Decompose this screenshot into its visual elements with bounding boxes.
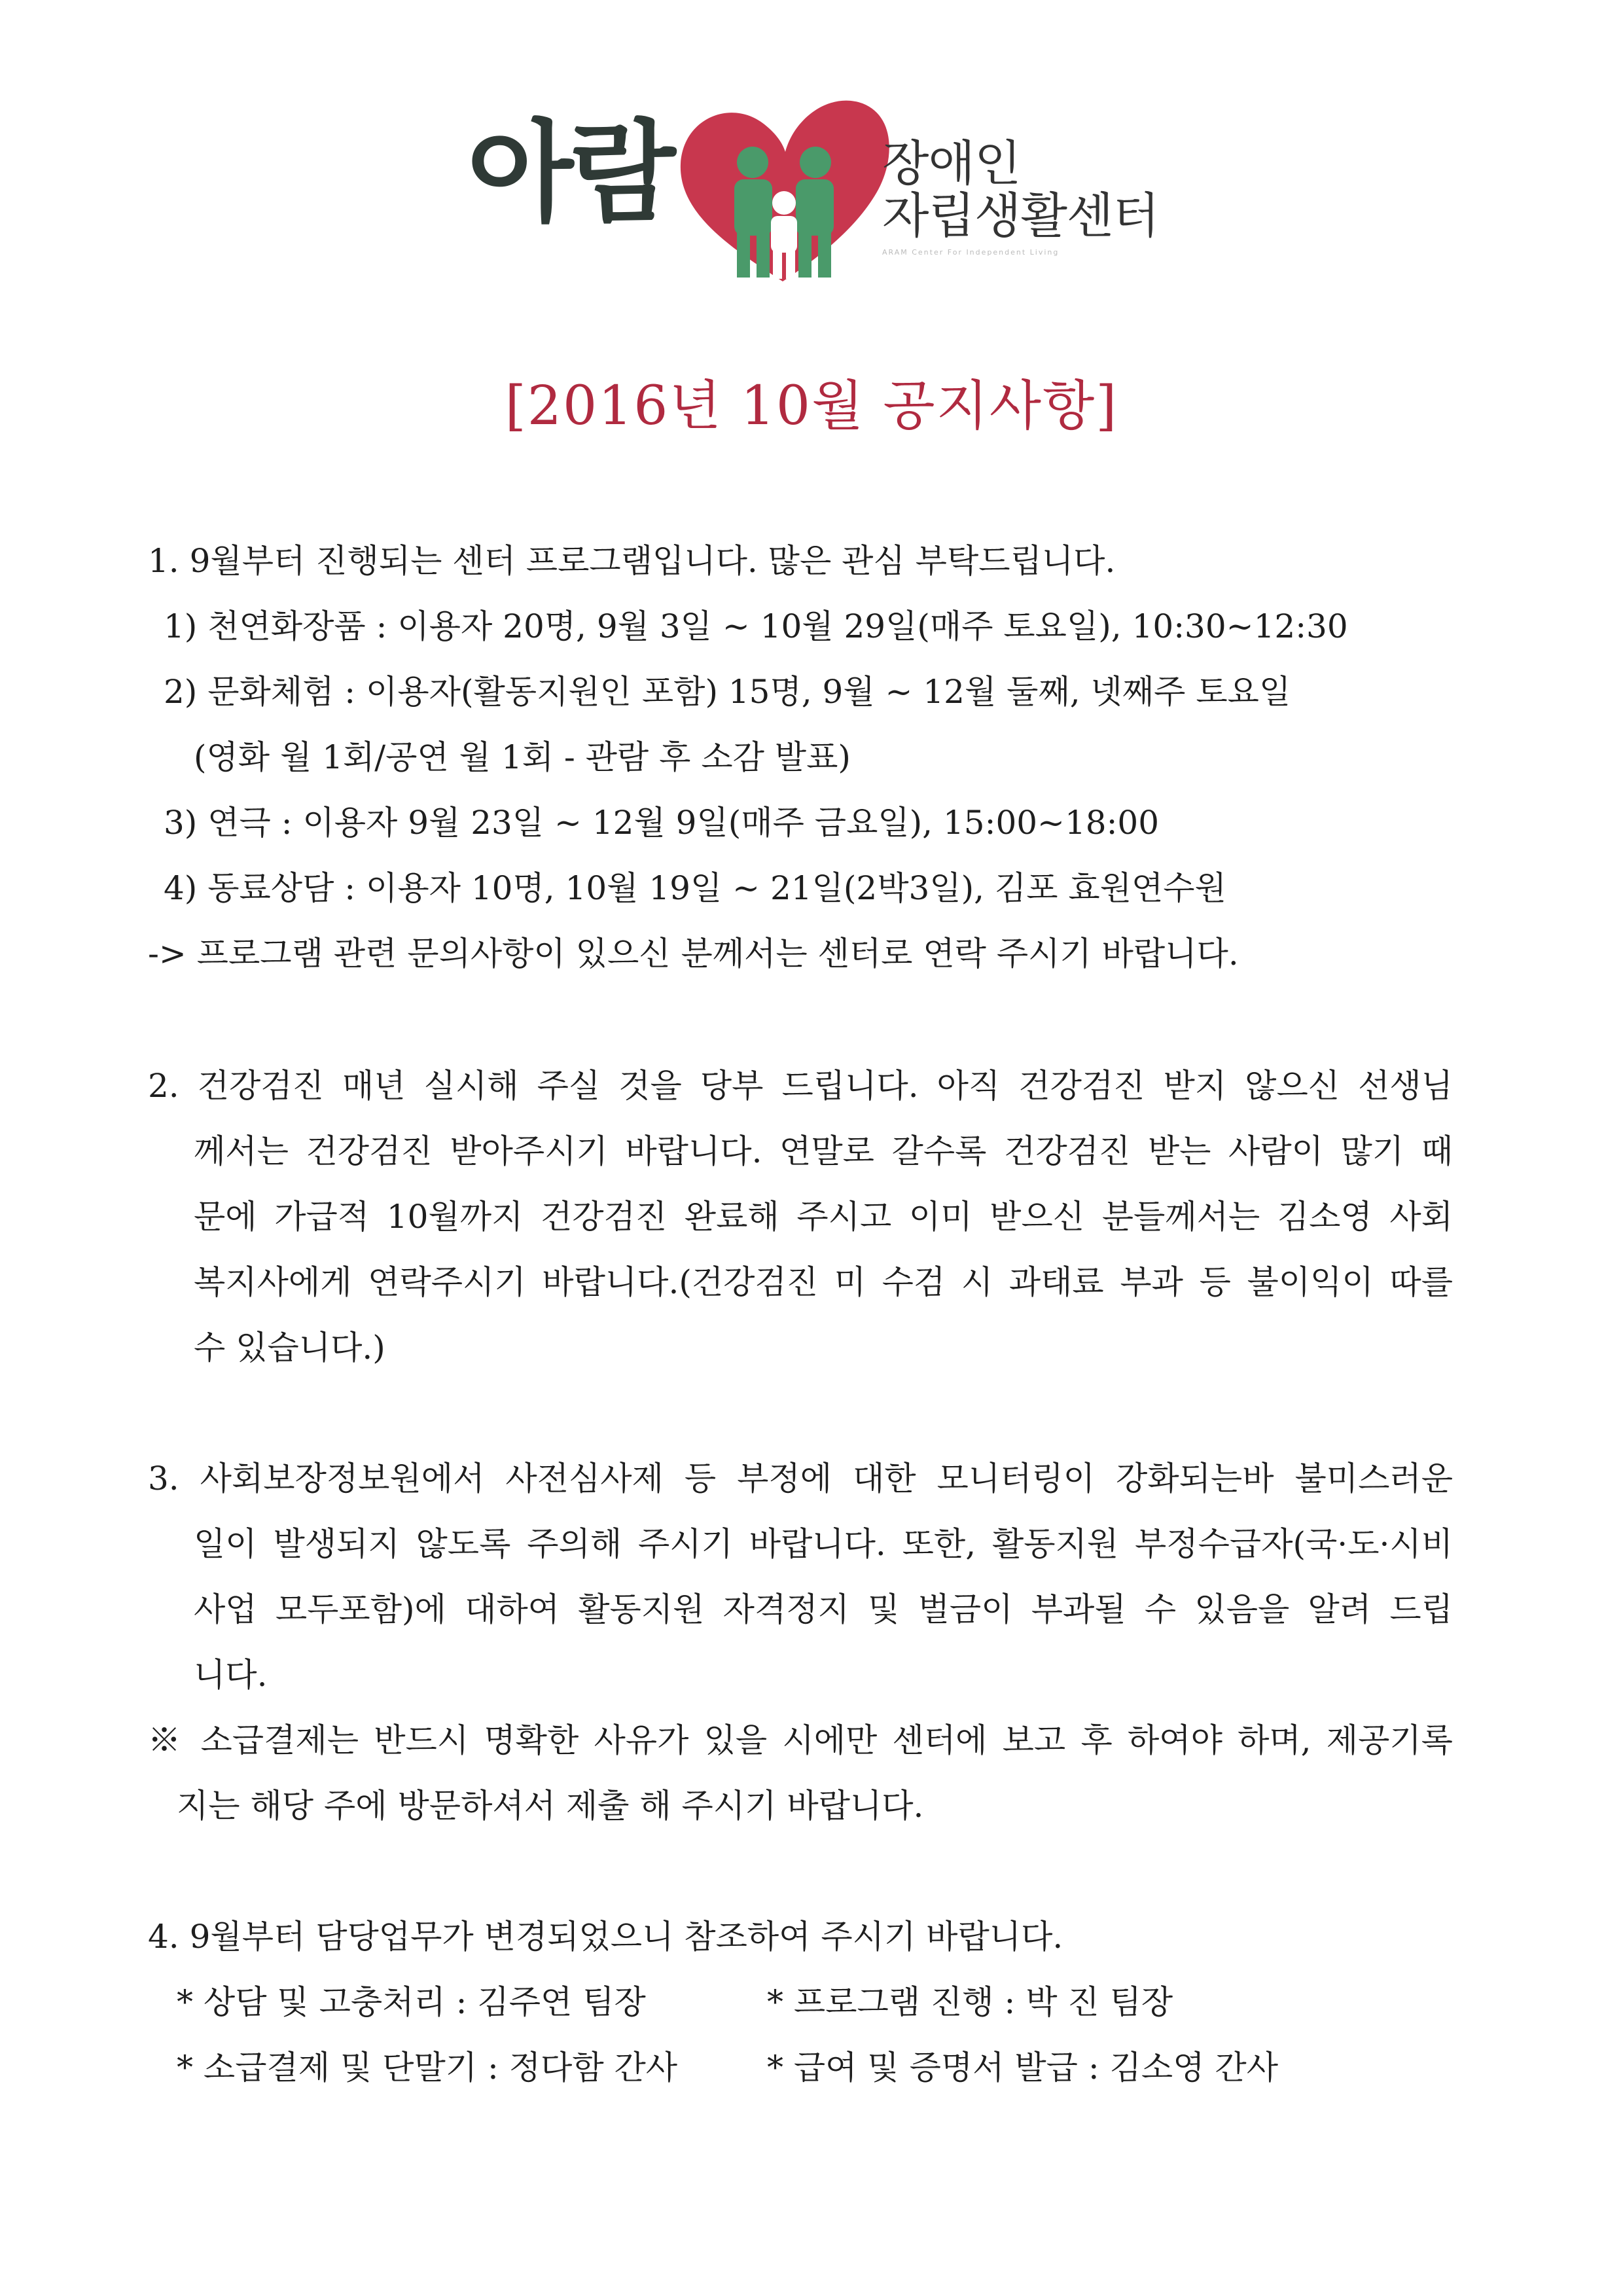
page-title: [2016년 10월 공지사항] (505, 375, 1118, 437)
section3-line: 사업 모두포함)에 대하여 활동지원 자격정지 및 벌금이 부과될 수 있음을 알려 드립 (194, 1590, 1453, 1628)
section1-footer: -> 프로그램 관련 문의사항이 있으신 분께서는 센터로 연락 주시기 바랍니다. (148, 935, 1239, 973)
section4-heading: 4. 9월부터 담당업무가 변경되었으니 참조하여 주시기 바랍니다. (148, 1918, 1063, 1956)
heart-family-icon (666, 92, 902, 288)
org-name (882, 135, 1159, 257)
section3-line: 니다. (194, 1656, 268, 1694)
section2-line: 복지사에게 연락주시기 바랍니다.(건강검진 미 수검 시 과태료 부과 등 불이익이 따를 (194, 1263, 1453, 1301)
section3-line: 3. 사회보장정보원에서 사전심사제 등 부정에 대한 모니터링이 강화되는바 불미스러운 (148, 1460, 1453, 1498)
section1-item: 2) 문화체험 : 이용자(활동지원인 포함) 15명, 9월 ~ 12월 둘째, 넷째주 토요일 (164, 673, 1291, 711)
assignment-item: * 상담 및 고충처리 : 김주연 팀장 (177, 1983, 646, 2021)
section1-item: 4) 동료상담 : 이용자 10명, 10월 19일 ~ 21일(2박3일), 김포 효원연수원 (164, 869, 1226, 907)
org-english-name: ARAM Center For Independent Living (882, 248, 1060, 257)
assignment-item: * 프로그램 진행 : 박 진 팀장 (767, 1983, 1173, 2021)
section3-line: 일이 발생되지 않도록 주의해 주시기 바랍니다. 또한, 활동지원 부정수급자(국·도·시비 (194, 1525, 1453, 1563)
section3-note: ※ 소급결제는 반드시 명확한 사유가 있을 시에만 센터에 보고 후 하여야 하며, 제공기록 (148, 1721, 1453, 1759)
logo-word: 아람 (467, 109, 672, 237)
org-name-line2: 자립생활센터 (882, 187, 1159, 244)
section1-item: 1) 천연화장품 : 이용자 20명, 9월 3일 ~ 10월 29일(매주 토요일), 10:30~12:30 (164, 607, 1348, 645)
assignment-item: * 소급결제 및 단말기 : 정다함 간사 (177, 2049, 678, 2087)
section1-heading: 1. 9월부터 진행되는 센터 프로그램입니다. 많은 관심 부탁드립니다. (148, 542, 1116, 580)
section2-line: 2. 건강검진 매년 실시해 주실 것을 당부 드립니다. 아직 건강검진 받지 않으신 선생님 (148, 1067, 1453, 1105)
section3-note: 지는 해당 주에 방문하셔서 제출 해 주시기 바랍니다. (177, 1787, 924, 1825)
section2-line: 수 있습니다.) (194, 1329, 385, 1367)
org-name-line1: 장애인 (882, 135, 1021, 192)
section1-item: 3) 연극 : 이용자 9월 23일 ~ 12월 9일(매주 금요일), 15:00~18:00 (164, 804, 1160, 842)
org-logo (458, 92, 1178, 288)
section1-item-continuation: (영화 월 1회/공연 월 1회 - 관람 후 소감 발표) (194, 738, 851, 776)
section2-line: 께서는 건강검진 받아주시기 바랍니다. 연말로 갈수록 건강검진 받는 사람이 많기 때 (194, 1132, 1453, 1170)
section2-line: 문에 가급적 10월까지 건강검진 완료해 주시고 이미 받으신 분들께서는 김소영 사회 (194, 1198, 1453, 1236)
assignment-item: * 급여 및 증명서 발급 : 김소영 간사 (767, 2049, 1279, 2087)
